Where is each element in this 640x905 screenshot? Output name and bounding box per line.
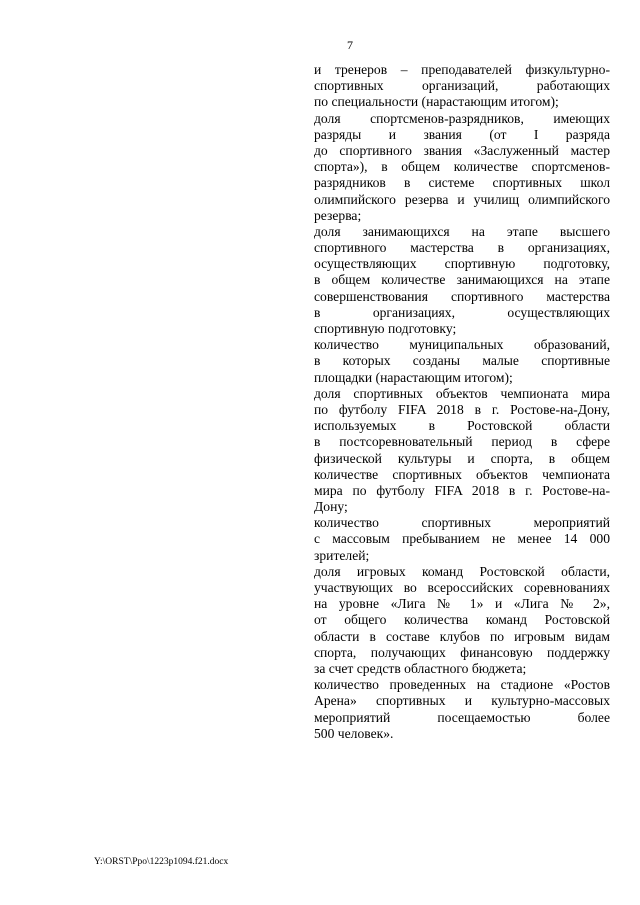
text-line: в общем количестве занимающихся на этапе [314, 272, 610, 288]
text-line: Арена» спортивных и культурно-массовых [314, 693, 610, 709]
text-line: зрителей; [314, 547, 370, 563]
text-line: спортивную подготовку; [314, 321, 457, 336]
page-number: 7 [347, 38, 353, 52]
paragraph [314, 386, 610, 516]
text-line: до спортивного звания «Заслуженный мастер [314, 142, 610, 158]
paragraph [314, 564, 610, 677]
text-line: Дону; [314, 499, 348, 515]
document-body [314, 62, 610, 742]
text-line: доля спортсменов-разрядников, имеющих [314, 110, 610, 126]
text-line: 500 человек». [314, 725, 394, 741]
text-line: в постсоревновательный период в сфере [314, 434, 610, 450]
text-line: олимпийского резерва и училищ олимпийского [314, 191, 610, 207]
text-line: количество спортивных мероприятий [314, 515, 610, 531]
text-line: резерва; [314, 207, 362, 223]
text-line: мира по футболу FIFA 2018 в г. Ростове-на- [314, 482, 610, 498]
paragraph [314, 677, 610, 742]
text-line: по футболу FIFA 2018 в г. Ростове-на-Дону, [314, 401, 610, 417]
text-line: осуществляющих спортивную подготовку, [314, 256, 610, 272]
text-line: мероприятий посещаемостью более [314, 709, 610, 725]
text-line: доля занимающихся на этапе высшего [314, 223, 610, 239]
text-line: участвующих во всероссийских соревнованиях [314, 580, 610, 595]
text-line: спортивного мастерства в организациях, [314, 240, 610, 256]
text-line: площадки (нарастающим итогом); [314, 369, 513, 385]
text-line: доля спортивных объектов чемпионата мира [314, 385, 610, 401]
text-line: количество проведенных на стадионе «Ростов [314, 677, 610, 693]
text-line: количестве спортивных объектов чемпионата [314, 466, 610, 482]
paragraph [314, 111, 610, 224]
text-line: физической культуры и спорта, в общем [314, 450, 610, 466]
text-line: спортивных организаций, работающих [314, 78, 610, 94]
footer-file-path: Y:\ORST\Ppo\1223p1094.f21.docx [94, 857, 229, 867]
paragraph [314, 515, 610, 564]
paragraph [314, 224, 610, 337]
text-line: спорта, получающих финансовую поддержку [314, 644, 610, 660]
text-line: разрядников в системе спортивных школ [314, 175, 610, 191]
text-line: по специальности (нарастающим итогом); [314, 94, 559, 110]
paragraph [314, 62, 610, 111]
text-line: разряды и звания (от I разряда [314, 126, 610, 142]
text-line: на уровне «Лига № 1» и «Лига № 2», [314, 596, 610, 612]
text-line: количество муниципальных образований, [314, 337, 610, 353]
text-line: от общего количества команд Ростовской [314, 612, 610, 628]
text-line: совершенствования спортивного мастерства [314, 288, 610, 304]
text-line: и тренеров – преподавателей физкультурно- [314, 62, 610, 77]
text-line: в организациях, осуществляющих [314, 304, 610, 320]
paragraph [314, 337, 610, 386]
text-line: за счет средств областного бюджета; [314, 660, 527, 676]
text-line: в которых созданы малые спортивные [314, 353, 610, 369]
text-line: области в составе клубов по игровым видам [314, 628, 610, 644]
text-line: используемых в Ростовской области [314, 418, 610, 434]
text-line: спорта»), в общем количестве спортсменов- [314, 159, 610, 175]
text-line: с массовым пребыванием не менее 14 000 [314, 531, 610, 547]
text-line: доля игровых команд Ростовской области, [314, 563, 610, 579]
